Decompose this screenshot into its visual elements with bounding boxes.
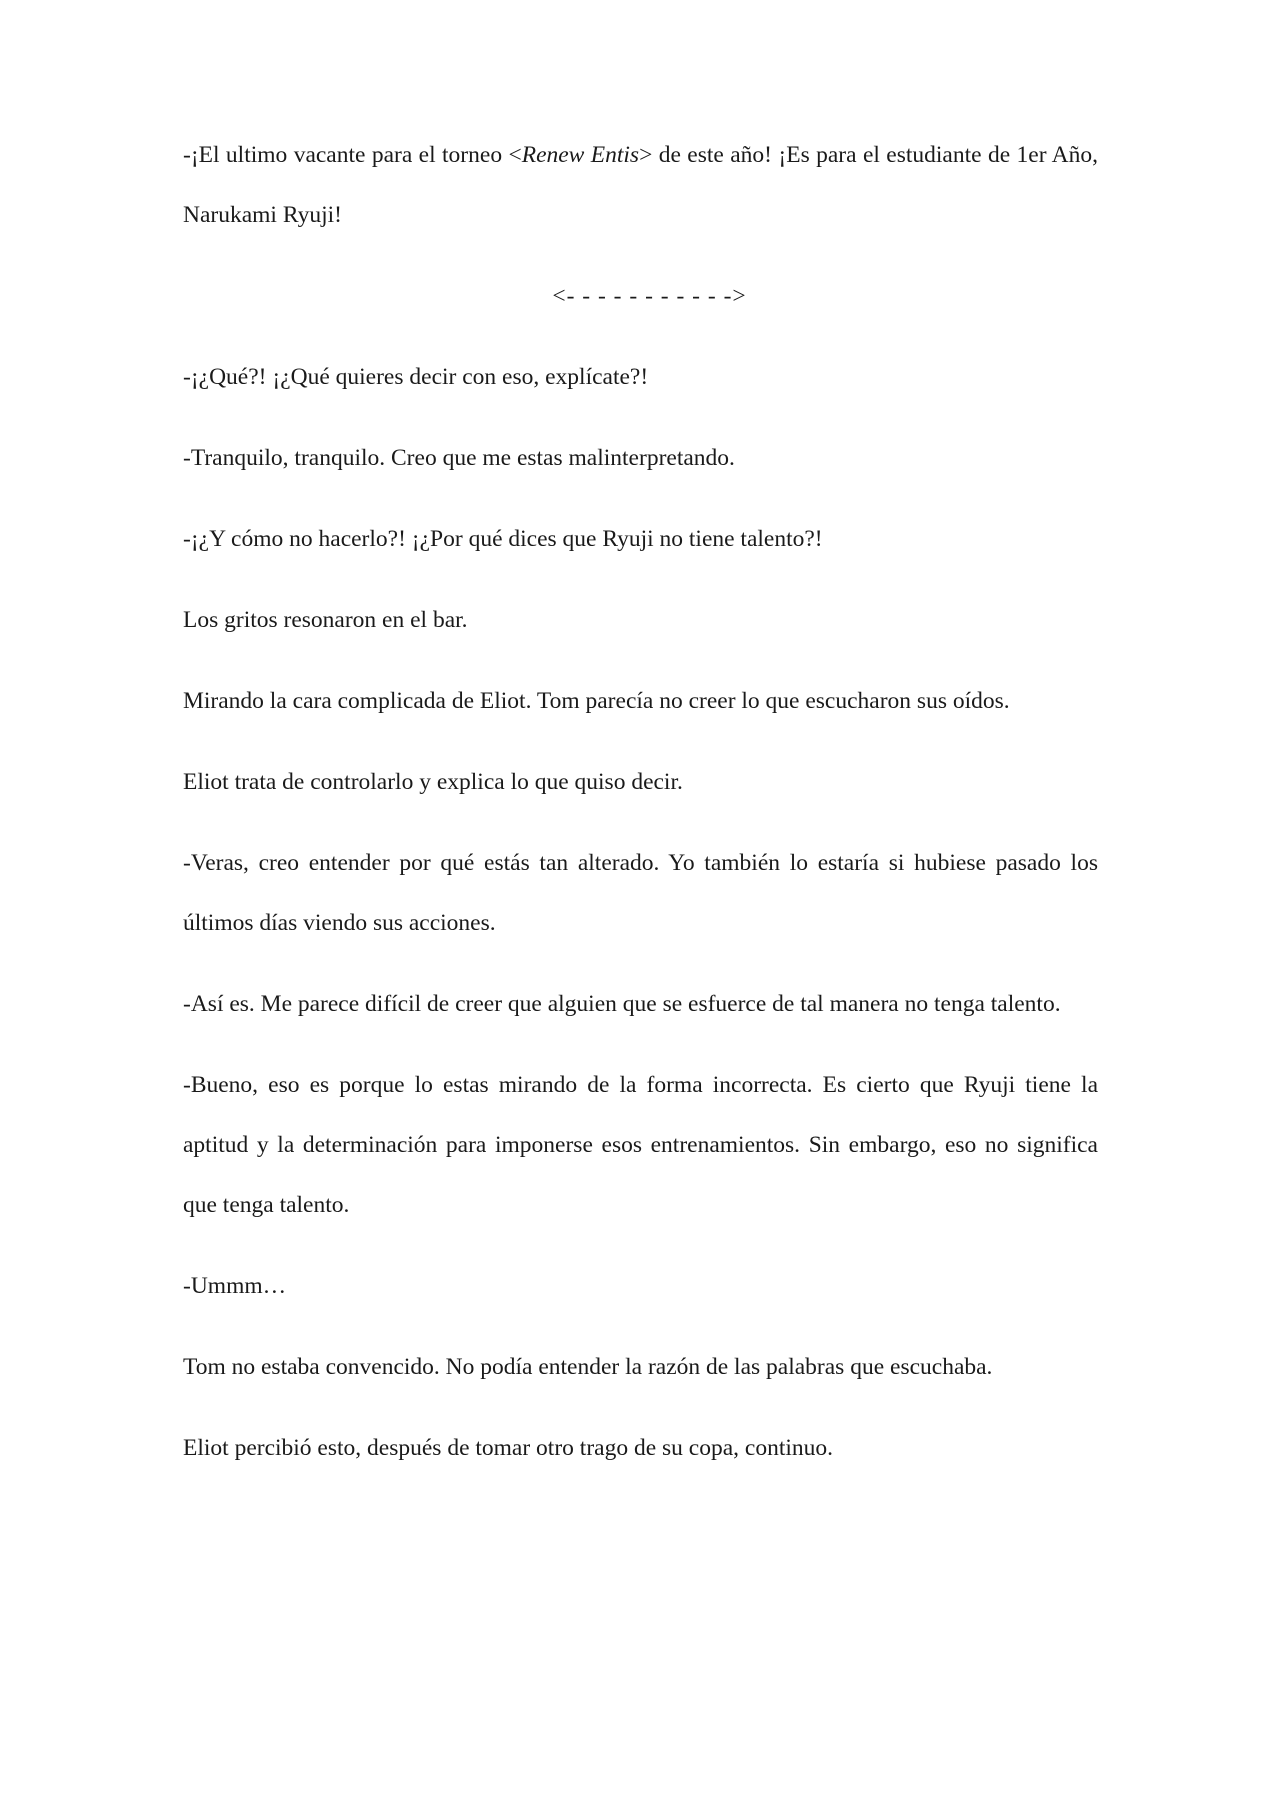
paragraph: -Así es. Me parece difícil de creer que alguien que se esfuerce de tal manera no tenga talento.	[183, 991, 1061, 1017]
paragraph: Mirando la cara complicada de Eliot. Tom parecía no creer lo que escucharon sus oídos.	[183, 688, 1010, 714]
document-body	[183, 142, 1098, 1499]
paragraph: -Bueno, eso es porque lo estas mirando de la forma incorrecta. Es cierto que Ryuji tiene la aptitud y la determinación para imponerse esos entrenamientos. Sin embargo, eso no significa que tenga talento.	[183, 1072, 1098, 1218]
paragraph: -¡¿Y cómo no hacerlo?! ¡¿Por qué dices que Ryuji no tiene talento?!	[183, 526, 823, 552]
paragraph: -Veras, creo entender por qué estás tan alterado. Yo también lo estaría si hubiese pasado los últimos días viendo sus acciones.	[183, 850, 1098, 936]
paragraph-text: -¡El ultimo vacante para el torneo <	[183, 142, 522, 168]
scene-separator: <- - - - - - - - - - ->	[552, 283, 747, 309]
paragraph: -Tranquilo, tranquilo. Creo que me estas malinterpretando.	[183, 445, 735, 471]
paragraph: Tom no estaba convencido. No podía entender la razón de las palabras que escuchaba.	[183, 1354, 993, 1380]
paragraph: -Ummm…	[183, 1273, 287, 1299]
paragraph-text: > de este año! ¡Es para el estudiante de 1er Año, Narukami Ryuji!	[183, 142, 1098, 228]
paragraph: -¡¿Qué?! ¡¿Qué quieres decir con eso, explícate?!	[183, 364, 649, 390]
paragraph: Eliot trata de controlarlo y explica lo que quiso decir.	[183, 769, 683, 795]
paragraph: Eliot percibió esto, después de tomar otro trago de su copa, continuo.	[183, 1435, 834, 1461]
tournament-name: Renew Entis	[521, 142, 640, 168]
paragraph-tournament-announcement	[183, 125, 1098, 245]
paragraph: Los gritos resonaron en el bar.	[183, 607, 468, 633]
